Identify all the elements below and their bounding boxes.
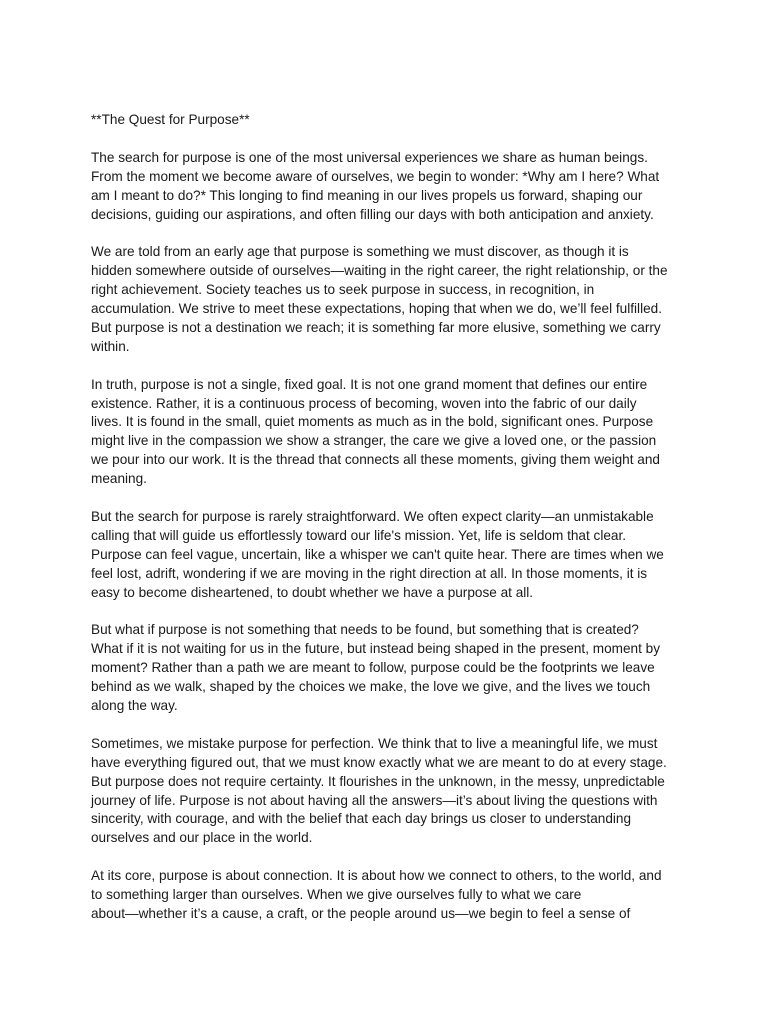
text-line: am I meant to do?* This longing to find meaning in our lives propels us forward, shaping our [91, 187, 643, 203]
text-line: decisions, guiding our aspirations, and often filling our days with both anticipation and anxiety. [91, 206, 654, 222]
paragraph-2 [91, 243, 679, 356]
text-line: But the search for purpose is rarely straightforward. We often expect clarity—an unmistakable [91, 508, 654, 524]
text-line: right achievement. Society teaches us to seek purpose in success, in recognition, in [91, 282, 595, 298]
text-line: At its core, purpose is about connection. It is about how we connect to others, to the world, and [91, 868, 662, 884]
text-line: journey of life. Purpose is not about having all the answers—it’s about living the questions with [91, 792, 658, 808]
text-line: But purpose is not a destination we reach; it is something far more elusive, something we carry [91, 319, 661, 335]
document-title: **The Quest for Purpose** [91, 112, 250, 127]
text-line: ourselves and our place in the world. [91, 830, 313, 846]
text-line: existence. Rather, it is a continuous process of becoming, woven into the fabric of our daily [91, 395, 637, 411]
text-line: we pour into our work. It is the thread that connects all these moments, giving them weight and [91, 452, 660, 468]
text-line: accumulation. We strive to meet these expectations, hoping that when we do, we’ll feel fulfilled. [91, 301, 662, 317]
paragraph-4 [91, 508, 679, 603]
text-line: lives. It is found in the small, quiet moments as much as in the bold, significant ones. Purpose [91, 414, 654, 430]
paragraph-1 [91, 149, 679, 225]
text-line: But purpose does not require certainty. It flourishes in the unknown, in the messy, unpredictable [91, 773, 665, 789]
paragraph-6 [91, 735, 679, 848]
text-line: meaning. [91, 471, 147, 487]
text-line: might live in the compassion we show a stranger, the care we give a loved one, or the passion [91, 433, 657, 449]
text-line: Purpose can feel vague, uncertain, like a whisper we can't quite hear. There are times when we [91, 546, 664, 562]
text-line: have everything figured out, that we must know exactly what we are meant to do at every stage. [91, 754, 667, 770]
text-line: moment? Rather than a path we are meant to follow, purpose could be the footprints we leave [91, 660, 655, 676]
paragraph-5 [91, 621, 679, 716]
text-line: about—whether it’s a cause, a craft, or the people around us—we begin to feel a sense of [91, 905, 631, 921]
paragraph-7 [91, 867, 679, 924]
text-line: to something larger than ourselves. When we give ourselves fully to what we care [91, 887, 582, 903]
text-line: What if it is not waiting for us in the future, but instead being shaped in the present, moment by [91, 641, 660, 657]
text-line: behind as we walk, shaped by the choices we make, the love we give, and the lives we touch [91, 679, 651, 695]
document-body [91, 111, 679, 943]
text-line: along the way. [91, 698, 178, 714]
text-line: feel lost, adrift, wondering if we are moving in the right direction at all. In those moments, it is [91, 565, 648, 581]
text-line: Sometimes, we mistake purpose for perfection. We think that to live a meaningful life, we must [91, 735, 658, 751]
text-line: sincerity, with courage, and with the belief that each day brings us closer to understanding [91, 811, 632, 827]
text-line: calling that will guide us effortlessly toward our life's mission. Yet, life is seldom that clear. [91, 527, 627, 543]
text-line: From the moment we become aware of ourselves, we begin to wonder: *Why am I here? What [91, 168, 660, 184]
text-line: In truth, purpose is not a single, fixed goal. It is not one grand moment that defines our entire [91, 376, 648, 392]
text-line: The search for purpose is one of the most universal experiences we share as human beings. [91, 149, 648, 165]
text-line: We are told from an early age that purpose is something we must discover, as though it is [91, 244, 629, 260]
text-line: But what if purpose is not something that needs to be found, but something that is created? [91, 622, 639, 638]
paragraph-3 [91, 376, 679, 489]
text-line: within. [91, 338, 130, 354]
text-line: hidden somewhere outside of ourselves—waiting in the right career, the right relationship, or the [91, 263, 668, 279]
text-line: easy to become disheartened, to doubt whether we have a purpose at all. [91, 584, 534, 600]
